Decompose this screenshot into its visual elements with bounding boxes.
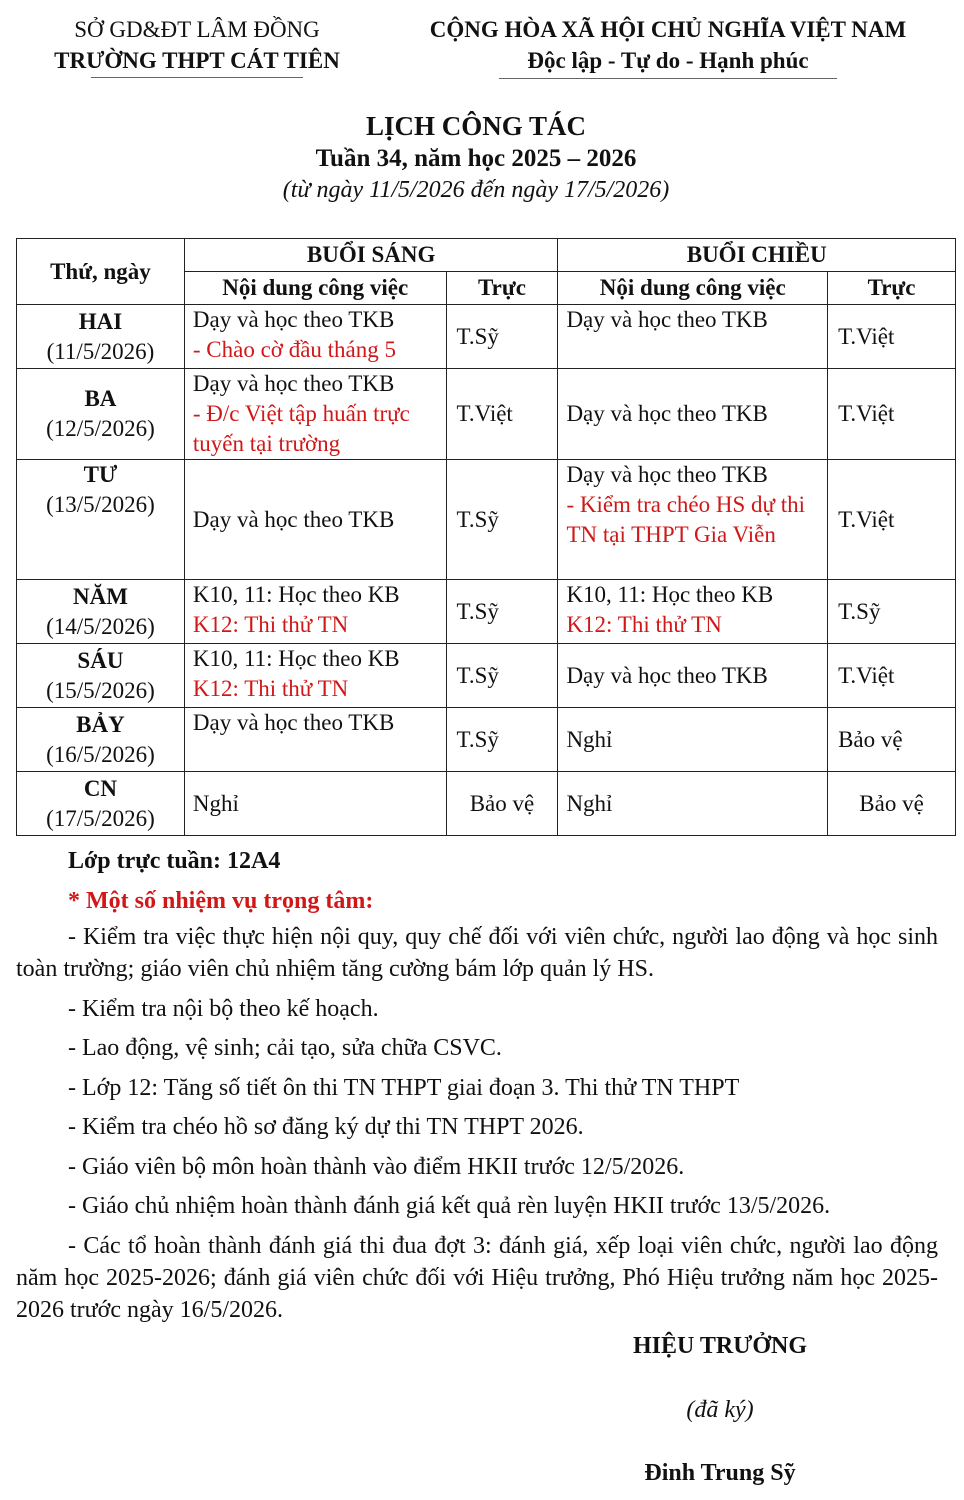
table-row xyxy=(17,772,956,836)
morning-duty: Bảo vệ xyxy=(446,772,558,836)
afternoon-duty: Bảo vệ xyxy=(828,708,956,772)
day-cell xyxy=(17,644,185,708)
schedule-table xyxy=(16,238,956,836)
morning-duty: T.Việt xyxy=(446,369,558,460)
morning-task: K10, 11: Học theo KB xyxy=(192,646,400,671)
afternoon-task: Nghỉ xyxy=(566,790,613,816)
day-name: BA xyxy=(84,386,117,411)
morning-task: Dạy và học theo TKB xyxy=(192,307,395,332)
header-day: Thứ, ngày xyxy=(17,239,185,305)
day-name: TƯ xyxy=(83,462,118,487)
school-name: TRƯỜNG THPT CÁT TIÊN xyxy=(54,48,340,73)
day-cell xyxy=(17,305,185,369)
task-item: - Giáo viên bộ môn hoàn thành vào điểm HKII trước 12/5/2026. xyxy=(68,1153,685,1180)
national-motto-block xyxy=(390,14,946,79)
issuing-agency-block xyxy=(14,14,380,78)
afternoon-duty: T.Việt xyxy=(828,369,956,460)
day-cell xyxy=(17,460,185,580)
morning-duty: T.Sỹ xyxy=(446,708,558,772)
header-afternoon-content: Nội dung công việc xyxy=(558,272,828,305)
task-item: - Kiểm tra nội bộ theo kế hoạch. xyxy=(68,995,379,1022)
afternoon-task: Nghỉ xyxy=(566,726,613,752)
afternoon-duty: T.Việt xyxy=(828,460,956,580)
morning-content xyxy=(184,708,446,772)
afternoon-duty: T.Việt xyxy=(828,644,956,708)
motto-underline xyxy=(499,78,837,79)
table-row xyxy=(17,460,956,580)
table-row xyxy=(17,305,956,369)
morning-highlight: - Đ/c Việt tập huấn trực tuyến tại trường xyxy=(192,401,410,456)
day-name: NĂM xyxy=(72,583,128,609)
morning-duty: T.Sỹ xyxy=(446,460,558,580)
morning-content xyxy=(184,644,446,708)
afternoon-duty: Bảo vệ xyxy=(828,772,956,836)
afternoon-content xyxy=(558,708,828,772)
afternoon-content xyxy=(558,644,828,708)
task-item: - Lao động, vệ sinh; cải tạo, sửa chữa CSVC. xyxy=(68,1035,502,1061)
signed-status: (đã ký) xyxy=(686,1397,754,1423)
document-title-block xyxy=(0,110,952,206)
day-date: (14/5/2026) xyxy=(46,613,155,639)
morning-task: Dạy và học theo TKB xyxy=(192,506,395,532)
morning-task: K10, 11: Học theo KB xyxy=(192,582,400,607)
day-cell xyxy=(17,772,185,836)
morning-content xyxy=(184,305,446,369)
afternoon-task: Dạy và học theo TKB xyxy=(566,662,768,688)
table-row xyxy=(17,369,956,460)
day-name: CN xyxy=(83,775,118,801)
day-cell xyxy=(17,580,185,644)
day-name: BẢY xyxy=(76,711,125,737)
day-cell xyxy=(17,369,185,460)
header-afternoon: BUỔI CHIỀU xyxy=(558,239,956,272)
morning-highlight: - Chào cờ đầu tháng 5 xyxy=(192,337,397,362)
morning-task: Nghỉ xyxy=(192,790,239,816)
day-cell xyxy=(17,708,185,772)
header-morning: BUỔI SÁNG xyxy=(184,239,558,272)
table-row xyxy=(17,708,956,772)
country-name: CỘNG HÒA XÃ HỘI CHỦ NGHĨA VIỆT NAM xyxy=(429,17,907,42)
afternoon-duty: T.Việt xyxy=(828,305,956,369)
task-item: - Giáo chủ nhiệm hoàn thành đánh giá kết quả rèn luyện HKII trước 13/5/2026. xyxy=(68,1193,831,1219)
task-item: - Lớp 12: Tăng số tiết ôn thi TN THPT giai đoạn 3. Thi thử TN THPT xyxy=(68,1074,740,1101)
morning-duty: T.Sỹ xyxy=(446,305,558,369)
day-date: (11/5/2026) xyxy=(46,338,155,364)
day-date: (12/5/2026) xyxy=(46,416,155,441)
document-title: LỊCH CÔNG TÁC xyxy=(365,111,587,141)
key-tasks-heading: * Một số nhiệm vụ trọng tâm: xyxy=(68,887,374,914)
afternoon-content xyxy=(558,580,828,644)
day-name: SÁU xyxy=(77,647,124,673)
morning-duty: T.Sỹ xyxy=(446,580,558,644)
afternoon-duty: T.Sỹ xyxy=(828,580,956,644)
day-name: HAI xyxy=(78,308,123,334)
table-row xyxy=(17,644,956,708)
table-row xyxy=(17,580,956,644)
header-morning-content: Nội dung công việc xyxy=(184,272,446,305)
morning-highlight: K12: Thi thử TN xyxy=(192,676,349,701)
morning-highlight: K12: Thi thử TN xyxy=(192,612,349,637)
task-item: - Các tổ hoàn thành đánh giá thi đua đợt 3: đánh giá, xếp loại viên chức, người lao động năm học 2025-2026; đánh giá viên chức đối với Hiệu trưởng, Phó Hiệu trưởng năm học 2025-2026 trước ngày 16/5/2026. xyxy=(16,1232,938,1323)
morning-task: Dạy và học theo TKB xyxy=(192,371,395,396)
morning-duty: T.Sỹ xyxy=(446,644,558,708)
afternoon-highlight: K12: Thi thử TN xyxy=(566,612,722,637)
department-name: SỞ GD&ĐT LÂM ĐỒNG xyxy=(74,17,320,42)
morning-task: Dạy và học theo TKB xyxy=(192,710,395,735)
afternoon-task: K10, 11: Học theo KB xyxy=(566,582,774,607)
afternoon-task: Dạy và học theo TKB xyxy=(566,307,768,332)
day-date: (17/5/2026) xyxy=(46,805,155,831)
date-range: (từ ngày 11/5/2026 đến ngày 17/5/2026) xyxy=(282,177,670,203)
national-motto: Độc lập - Tự do - Hạnh phúc xyxy=(527,48,809,73)
morning-content xyxy=(184,772,446,836)
afternoon-content xyxy=(558,369,828,460)
day-date: (13/5/2026) xyxy=(46,492,155,517)
afternoon-highlight: - Kiểm tra chéo HS dự thi TN tại THPT Gia Viễn xyxy=(566,492,806,547)
signer-name: Đinh Trung Sỹ xyxy=(644,1460,796,1486)
task-item: - Kiểm tra việc thực hiện nội quy, quy chế đối với viên chức, người lao động và học sinh toàn trường; giáo viên chủ nhiệm tăng cường bám lớp quản lý HS. xyxy=(16,924,938,982)
morning-content xyxy=(184,460,446,580)
task-item: - Kiểm tra chéo hồ sơ đăng ký dự thi TN THPT 2026. xyxy=(68,1114,584,1140)
afternoon-task: Dạy và học theo TKB xyxy=(566,401,768,426)
school-name-underline xyxy=(91,77,303,78)
notes-section xyxy=(16,842,938,1333)
morning-content xyxy=(184,580,446,644)
day-date: (16/5/2026) xyxy=(46,741,155,767)
afternoon-task: Dạy và học theo TKB xyxy=(566,462,768,487)
morning-content xyxy=(184,369,446,460)
header-morning-duty: Trực xyxy=(446,272,558,305)
week-title: Tuần 34, năm học 2025 – 2026 xyxy=(315,145,637,172)
afternoon-content xyxy=(558,460,828,580)
class-on-duty: Lớp trực tuần: 12A4 xyxy=(68,848,281,874)
afternoon-content xyxy=(558,772,828,836)
signer-title: HIỆU TRƯỞNG xyxy=(632,1333,808,1359)
afternoon-content xyxy=(558,305,828,369)
day-date: (15/5/2026) xyxy=(46,677,155,703)
header-afternoon-duty: Trực xyxy=(828,272,956,305)
